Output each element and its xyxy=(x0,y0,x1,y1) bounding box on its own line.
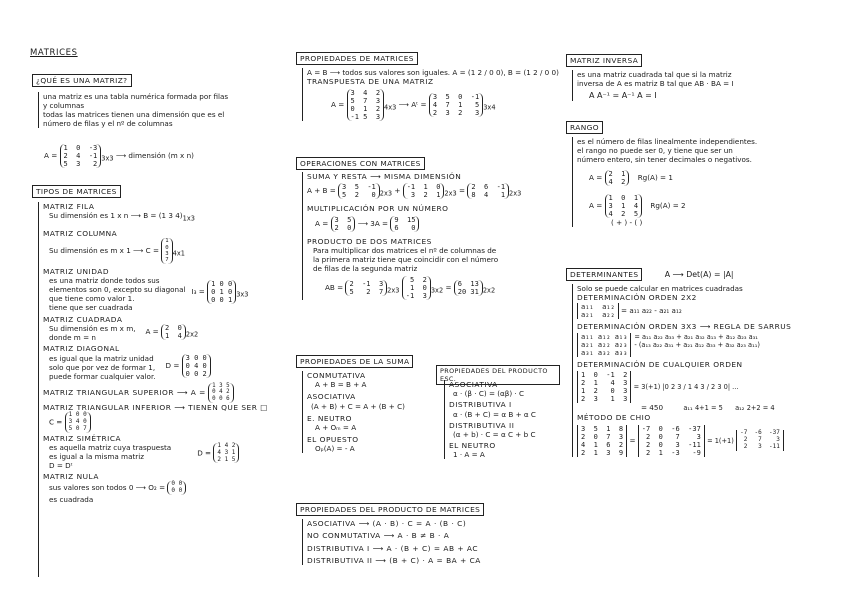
matrix: 3 5 -1 5 2 0 xyxy=(338,183,380,199)
matrix: 3 5 0 -1 4 7 1 5 2 3 2 3 xyxy=(429,93,483,117)
section-sum-properties xyxy=(296,355,413,368)
matrix: 9 15 6 0 xyxy=(390,216,419,232)
section-types xyxy=(32,185,121,198)
operations-body: SUMA Y RESTA ⟶ MISMA DIMENSIÓN A + B = 3 5 -1 5 2 0 $_{2x3}$ + -1 1 0 3 2 1 $_{2x3}$ = 2 6 -1 8 4 1 $_{2x3}$ MULTIPLICACIÓN POR UN NÚMERO A = 3 5 2 0 ⟶ 3A = 9 15 6 0 PRODUCTO DE DOS MATRICES Para multiplicar dos matrices el nº de columnas de la primera matriz tiene que coincidir con el número de filas de la segunda matriz AB = 2 -1 3 5 2 7 $_{2x3}$ 5 2 1 0 -1 $3_{3x2} = 6$ 13 20 31 $_{2x2}$ xyxy=(302,172,565,300)
matrix: -1 1 0 3 2 1 xyxy=(403,183,445,199)
section-rank xyxy=(566,121,603,134)
inverse-body: es una matriz cuadrada tal que si la matriz inversa de A es matriz B tal que AB · BA = I A A⁻¹ = A⁻¹ A = I xyxy=(572,70,839,101)
scalar-properties-body: ASOCIATIVA α · (β · C) = (αβ) · C DISTRIBUTIVA I α · (B + C) = α B + α C DISTRIBUTIVA II (α + b) · C = α C + b C EL NEUTRO 1 · A = A xyxy=(444,380,565,459)
matrix: 6 13 20 31 xyxy=(454,280,483,296)
rank-body: es el número de filas linealmente independientes. el rango no puede ser 0, y tiene que ser un número entero, sin tener decimales o negativos. A = 2 1 4 2 Rg(A) = 1 A = 1 0 1 3 1 4 4 2 5 Rg(A) = 2 ( + ) - ( ) xyxy=(572,137,839,227)
matrix: 1 0 0 0 1 0 0 0 1 xyxy=(207,280,236,304)
sum-properties-body: CONMUTATIVA A + B = B + A ASOCIATIVA (A + B) + C = A + (B + C) E. NEUTRO A + Oₘ = A EL OPUESTO Oₚ(A) = - A xyxy=(302,371,427,453)
type-column-heading: MATRIZ COLUMNA xyxy=(43,228,118,238)
page-title: MATRICES xyxy=(30,48,78,58)
section-heading: PROPIEDADES DEL PRODUCTO DE MATRICES xyxy=(296,503,484,516)
determinant: -7 0 -6 -37 2 0 7 3 2 0 3 -11 2 1 -3 -9 xyxy=(638,425,705,457)
type-square-heading: MATRIZ CUADRADA xyxy=(43,315,123,325)
section-inverse xyxy=(566,54,642,67)
section-operations xyxy=(296,157,425,170)
section-heading: PROPIEDADES DEL PRODUCTO ESC. xyxy=(436,365,560,385)
matrix: 2 6 -1 8 4 1 xyxy=(467,183,509,199)
section-heading: OPERACIONES CON MATRICES xyxy=(296,157,425,170)
determinants-body: Solo se puede calcular en matrices cuadradas DETERMINACIÓN ORDEN 2X2 a₁₁ a₁₂ a₂₁ a₂₂ = a₁₁ a₂₂ - a₂₁ a₁₂ DETERMINACIÓN ORDEN 3X3 ⟶ REGLA DE SARRUS a₁₁ a₁₂ a₁₃ a₂₁ a₂₂ a₂₃ a₃₁ a₃₂ a₃₃ = a₁₁ a₂₂ a₃₃ + a₂₁ a₃₂ a₁₃ + a₁₂ a₂₃ a₃₁ - (a₁₃ a₂₂ a₃₁ + a₂₁ a₁₂ a₃₃ + a₃₂ a₂₃ a₁₁) DETERMINACIÓN DE CUALQUIER ORDEN 1 0 -1 2 2 1 4 3 1 2 0 3 2 3 1 3 = 3(+1) |0 2 3 / 1 4 3 / 2 3 0| ... = 450 a₁₁ 4+1 = 5 a₁₂ 2+2 = 4 MÉTODO DE CHIO 3 5 1 8 2 0 7 3 4 1 6 2 2 1 3 9 = -7 0 -6 -37 2 0 7 3 2 0 3 -11 2 1 -3 -9 = 1(+1) -7 -6 -37 2 7 3 2 3 -11 xyxy=(572,284,839,457)
matrix: 0 0 0 0 xyxy=(167,481,186,495)
section-what-is-matrix xyxy=(32,74,132,87)
section-heading: PROPIEDADES DE MATRICES xyxy=(296,52,418,65)
matrix: 2 -1 3 5 2 7 xyxy=(345,280,387,296)
determinant: 3 5 1 8 2 0 7 3 4 1 6 2 2 1 3 9 xyxy=(577,425,627,457)
type-identity-heading: MATRIZ UNIDAD xyxy=(43,266,110,276)
matrix: 5 2 1 0 -1 3 xyxy=(402,276,431,300)
section-matrix-product-properties xyxy=(296,503,484,516)
type-null-heading: MATRIZ NULA xyxy=(43,471,99,481)
type-symmetric-heading: MATRIZ SIMÉTRICA xyxy=(43,433,122,443)
matrix-product-properties-body: ASOCIATIVA ⟶ (A · B) · C = A · (B · C) NO CONMUTATIVA ⟶ A · B ≠ B · A DISTRIBUTIVA I ⟶ A · (B + C) = AB + AC DISTRIBUTIVA II ⟶ (B + C) · A = BA + CA xyxy=(302,519,565,565)
type-diagonal-heading: MATRIZ DIAGONAL xyxy=(43,344,120,354)
matrix: 3 4 2 5 7 3 0 1 2 -1 5 3 xyxy=(347,89,385,121)
section-heading: PROPIEDADES DE LA SUMA xyxy=(296,355,413,368)
section-properties xyxy=(296,52,418,65)
matrix: 1 4 2 4 3 1 2 1 5 xyxy=(213,443,239,464)
matrix: 1 0 -3 2 4 -1 5 3 2 xyxy=(60,144,102,168)
section-heading: TIPOS DE MATRICES xyxy=(32,185,121,198)
matrix: 3 0 0 0 4 0 0 0 2 xyxy=(182,354,211,378)
determinant: a₁₁ a₁₂ a₂₁ a₂₂ xyxy=(577,303,619,319)
types-list: MATRIZ FILA Su dimensión es 1 x n ⟶ B = (1 3 $4)_{1x3}$ MATRIZ COLUMNA Su dimensión es m x 1 ⟶ C = 1 0 3 $7_{4x1}$ MATRIZ UNIDAD es una matriz donde todos sus elementos son 0, excepto su diagonal que tiene como valor 1. tiene que ser cuadrada I₃ = 1 0 0 0 1 0 0 0 $1_{3x3}$ MATRIZ CUADRADA Su dimensión es m x m, donde m = n A = 2 0 1 4 $_{2x2}$ MATRIZ DIAGONAL es igual que la matriz unidad solo que por vez de formar 1, puede formar cualquier valor. D = 3 0 0 0 4 0 0 0 2 MATRIZ TRIANGULAR SUPERIOR ⟶ A = 1 3 5 0 4 2 0 0 6 MATRIZ TRIANGULAR INFERIOR ⟶ TIENEN QUE SER □ C = 1 0 0 3 4 0 5 0 7 MATRIZ SIMÉTRICA es aquella matriz cuya traspuesta es igual a la misma matriz D = Dᵗ D = 1 4 2 4 3 1 2 1 5 MATRIZ NULA sus valores son todos 0 ⟶ O₂ = 0 0 0 0 es cuadrada xyxy=(38,202,291,577)
definition-text: una matriz es una tabla numérica formada por filas y columnas todas las matrices tienen una dimensión que es el número de filas y el nº de columnas xyxy=(38,92,283,128)
matrix: 1 0 3 7 xyxy=(161,238,172,264)
section-heading: DETERMINANTES xyxy=(566,268,642,281)
section-heading: MATRIZ INVERSA xyxy=(566,54,642,67)
determinant: a₁₁ a₁₂ a₁₃ a₂₁ a₂₂ a₂₃ a₃₁ a₃₂ a₃₃ xyxy=(577,333,631,357)
section-heading: ¿QUÉ ES UNA MATRIZ? xyxy=(32,74,132,87)
matrix: 1 3 5 0 4 2 0 0 6 xyxy=(208,383,233,403)
matrix: 2 1 4 2 xyxy=(605,170,630,186)
section-determinants: DETERMINANTES A ⟶ Det(A) = |A| xyxy=(566,268,734,281)
properties-body: A = B ⟶ todos sus valores son iguales. A = (1 2 / 0 0), B = (1 2 / 0 0) TRANSPUESTA DE UNA MATRIZ A = 3 4 2 5 7 3 0 1 2 -1 5 $3_{4x3}$ ⟶ Aᵗ = 3 5 0 -1 4 7 1 5 2 3 2 $3_{3x4}$ xyxy=(302,68,563,121)
section-heading: RANGO xyxy=(566,121,603,134)
matrix: 1 0 0 3 4 0 5 0 7 xyxy=(65,412,91,433)
matrix: 2 0 1 4 xyxy=(161,324,186,340)
type-upper-triangular: MATRIZ TRIANGULAR SUPERIOR ⟶ A = xyxy=(43,387,206,397)
matrix: 3 5 2 0 xyxy=(331,216,356,232)
determinant: 1 0 -1 2 2 1 4 3 1 2 0 3 2 3 1 3 xyxy=(577,371,631,403)
matrix: 1 0 1 3 1 4 4 2 5 xyxy=(605,194,643,218)
determinant: -7 -6 -37 2 7 3 2 3 -11 xyxy=(736,430,784,451)
example-matrix: A = 1 0 -3 2 4 -1 5 3 $2_{3x3}$ ⟶ dimensión (m x n) xyxy=(44,144,194,169)
type-row-heading: MATRIZ FILA xyxy=(43,202,95,211)
type-lower-triangular: MATRIZ TRIANGULAR INFERIOR ⟶ TIENEN QUE SER □ xyxy=(43,402,268,412)
